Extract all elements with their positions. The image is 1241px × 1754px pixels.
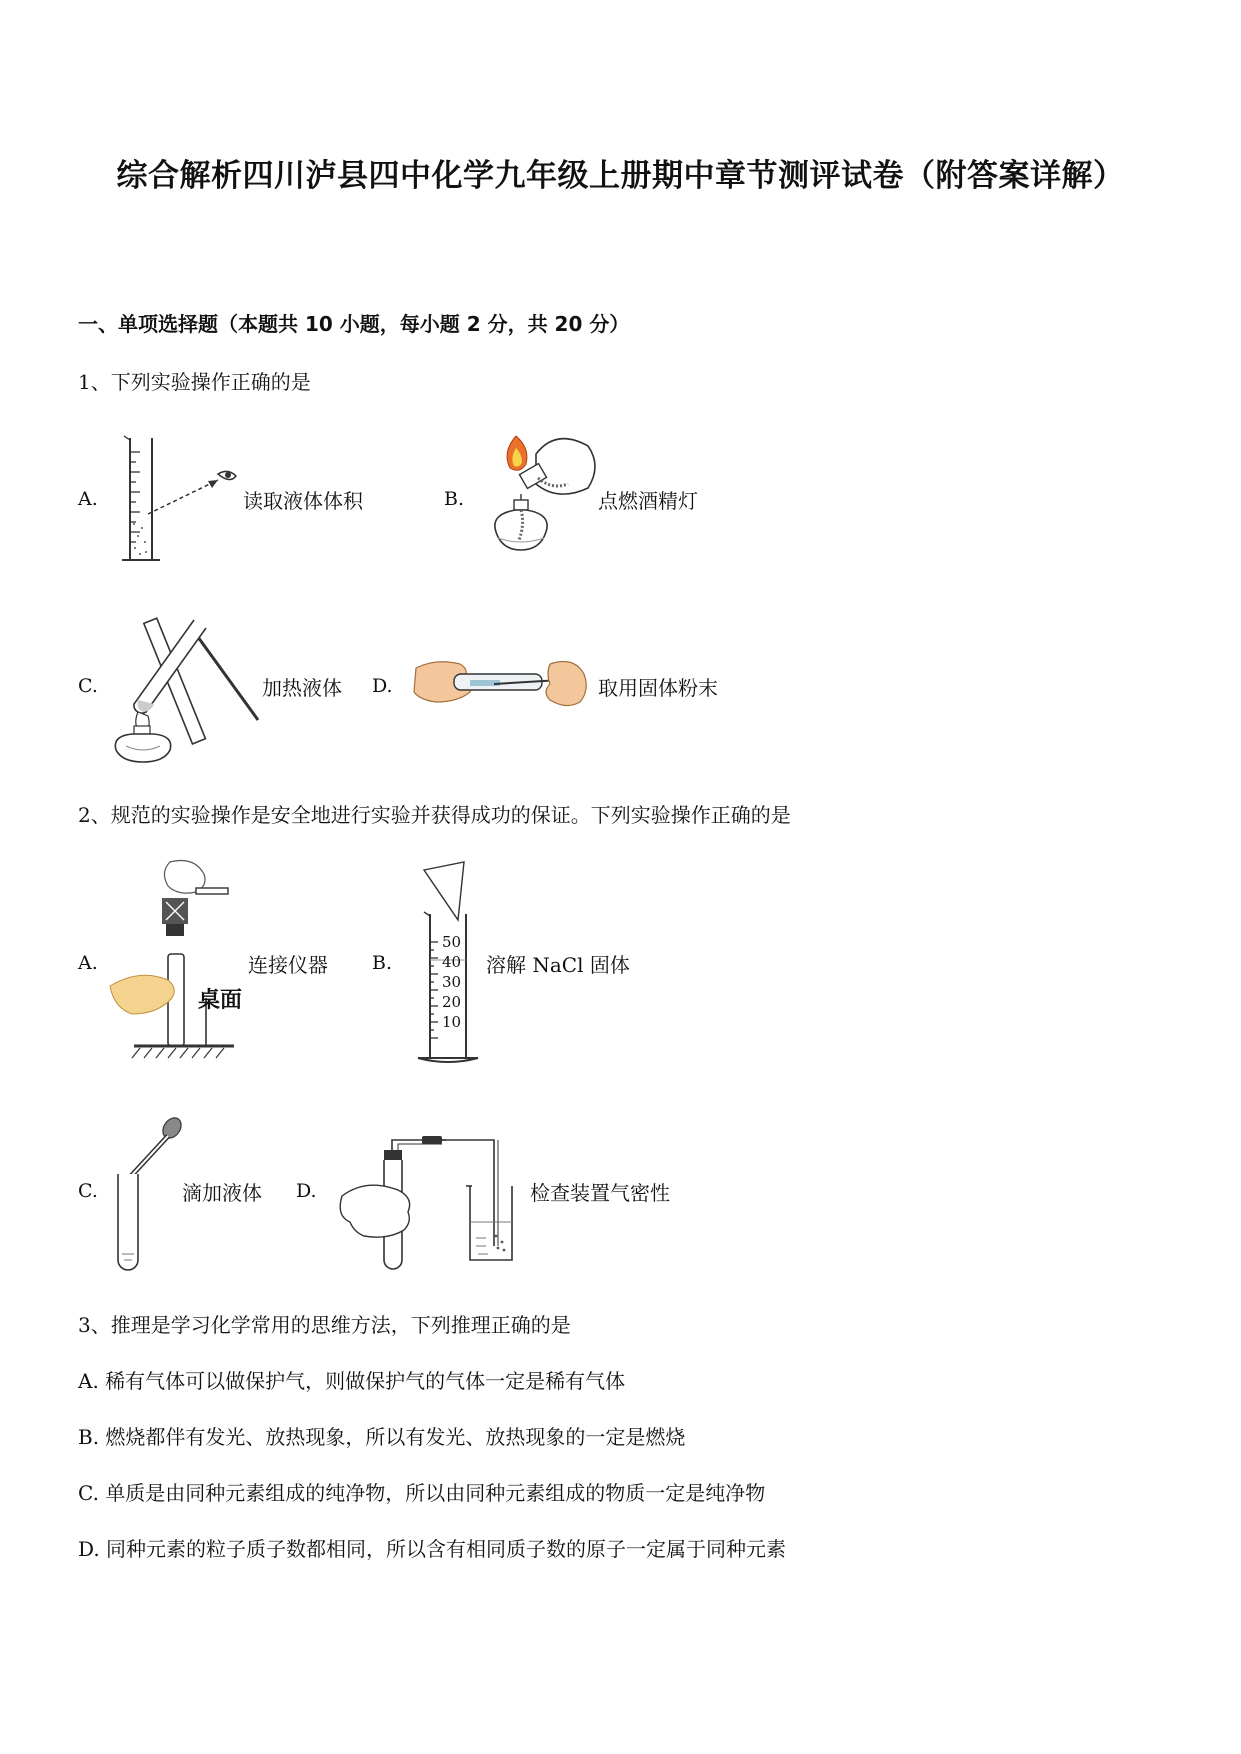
q2-option-d-text: 检查装置气密性 [530,1181,670,1205]
graduated-cylinder-eye-icon [118,432,248,567]
q2-option-a-text: 连接仪器 [248,953,328,977]
q3-option-c-text: 单质是由同种元素组成的纯净物，所以由同种元素组成的物质一定是纯净物 [105,1481,766,1505]
question-1-stem: 1、下列实验操作正确的是 [78,370,311,394]
q2-option-b-letter: B. [372,952,393,974]
document-title: 综合解析四川泸县四中化学九年级上册期中章节测评试卷（附答案详解） [116,158,1125,194]
q2-option-c-letter: C. [78,1180,98,1202]
q2-option-b-text: 溶解 NaCl 固体 [486,953,630,977]
connect-stopper-icon [110,858,250,1058]
q1-option-c-text: 加热液体 [262,676,342,700]
scale-mark-30: 30 [442,973,462,991]
question-3-stem: 3、推理是学习化学常用的思维方法，下列推理正确的是 [78,1313,571,1337]
q1-option-a-text: 读取液体体积 [243,489,363,513]
airtightness-check-icon [336,1120,536,1280]
powder-in-test-tube-icon [410,650,590,720]
q3-option-b [78,1421,685,1450]
q1-option-c-letter: C. [78,675,98,697]
q2-option-a-figure-label: 桌面 [198,988,243,1013]
dropper-in-tube-icon [112,1116,192,1276]
q3-option-d [78,1533,786,1562]
q3-option-a [78,1365,625,1394]
q3-option-b-text: 燃烧都伴有发光、放热现象，所以有发光、放热现象的一定是燃烧 [105,1425,686,1449]
q3-option-c [78,1477,765,1506]
scale-mark-20: 20 [442,993,462,1011]
q1-option-d-text: 取用固体粉末 [598,676,718,700]
q2-option-d-letter: D. [296,1180,317,1202]
q3-option-c-letter: C. [78,1481,99,1505]
q1-option-b-text: 点燃酒精灯 [598,489,698,513]
alcohol-lamp-lighting-icon [476,428,606,563]
q3-option-d-letter: D. [78,1537,100,1561]
q1-option-b-letter: B. [444,488,465,510]
q1-option-a-letter: A. [78,488,98,510]
q3-option-a-text: 稀有气体可以做保护气，则做保护气的气体一定是稀有气体 [105,1369,626,1393]
test-tube-heating-icon [108,612,258,762]
q3-option-a-letter: A. [78,1369,99,1393]
q1-option-d-letter: D. [372,675,393,697]
q2-option-a-letter: A. [78,952,98,974]
question-2-stem: 2、规范的实验操作是安全地进行实验并获得成功的保证。下列实验操作正确的是 [78,803,791,827]
section-heading: 一、单项选择题（本题共 10 小题，每小题 2 分，共 20 分） [78,312,630,336]
scale-mark-50: 50 [442,933,462,951]
cylinder-scale [442,932,461,1032]
q2-option-c-text: 滴加液体 [182,1181,262,1205]
q3-option-d-text: 同种元素的粒子质子数都相同，所以含有相同质子数的原子一定属于同种元素 [106,1537,787,1561]
q3-option-b-letter: B. [78,1425,100,1449]
scale-mark-10: 10 [442,1013,462,1031]
scale-mark-40: 40 [442,953,462,971]
